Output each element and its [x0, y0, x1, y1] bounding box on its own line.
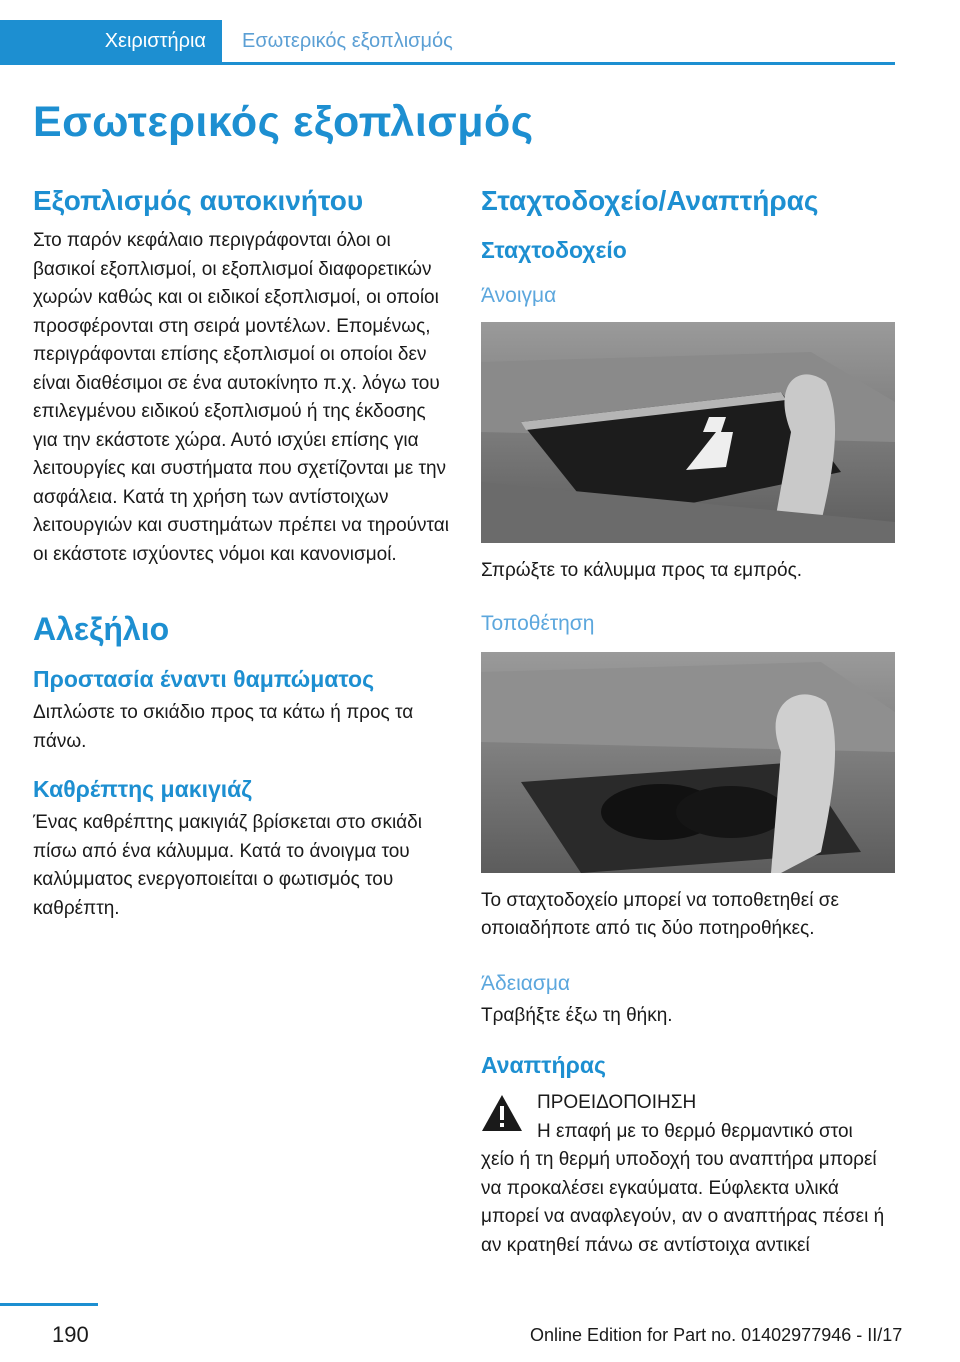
tab-interior-equipment[interactable]: Εσωτερικός εξοπλισμός: [242, 30, 453, 52]
ashtray-heading: Σταχτοδοχείο: [481, 237, 627, 263]
ashtray-lighter-heading: Σταχτοδοχείο/Αναπτήρας: [481, 185, 819, 216]
page-title: Εσωτερικός εξοπλισμός: [33, 98, 534, 146]
warning-text: χείο ή τη θερμή υποδοχή του αναπτήρα μπορεί να προκαλέσει εγκαύματα. Εύφλεκτα υλικά μπορεί να αναφλεγούν, αν ο αναπτήρας πέσει ή αν κρατηθεί πάνω σε αντίστοιχα αντικεί: [481, 1149, 885, 1256]
equipment-text: Στο παρόν κεφάλαιο περιγράφονται όλοι οι βασικοί εξοπλισμοί, οι εξοπλισμοί διαφορετικών χωρών καθώς και οι ειδικοί εξοπλισμοί, οι οποίοι προσφέρονται στη σειρά μοντέλων. Επομένως, περιγράφονται επίσης εξοπλισμοί οι οποίοι δεν είναι διαθέσιμοι σε ένα αυτοκίνητο π.χ. λόγω του επιλεγμένου ειδικού εξοπλισμού ή της έκδοσης για την εκάστοτε χώρα. Αυτό ισχύει επίσης για λειτουργίες και συστήματα που σχετίζονται με την ασφάλεια. Κατά τη χρήση των αντίστοιχων λειτουργιών και συστημάτων πρέπει να τηρούνται οι εκάστοτε ισχύοντες νόμοι και κανονισμοί.: [33, 230, 449, 565]
placement-text: Το σταχτοδοχείο μπορεί να τοποθετηθεί σε οποιαδήποτε από τις δύο ποτηροθήκες.: [481, 889, 839, 939]
right-column: [481, 185, 897, 1260]
opening-text: Σπρώξτε το κάλυμμα προς τα εμπρός.: [481, 560, 803, 581]
equipment-heading: Εξοπλισμός αυτοκινήτου: [33, 185, 364, 216]
glare-protection-heading: Προστασία έναντι θαμπώματος: [33, 666, 375, 692]
placement-heading: Τοποθέτηση: [481, 611, 595, 635]
opening-heading: Άνοιγμα: [481, 284, 557, 307]
footer-line: [0, 1303, 98, 1306]
left-column: [33, 185, 453, 923]
ashtray-placement-photo: [481, 652, 895, 873]
warning-triangle-icon: [481, 1093, 523, 1133]
sunvisor-heading: Αλεξήλιο: [33, 611, 170, 647]
vanity-mirror-text: Ένας καθρέπτης μακιγιάζ βρίσκεται στο σκιάδι πίσω από ένα κάλυμμα. Κατά το άνοιγμα του καλύμματος ενεργοποιείται ο φωτισμός του καθρέπτη.: [33, 812, 422, 919]
warning-text-first-line: Η επαφή με το θερμό θερμαντικό στοι: [537, 1120, 853, 1142]
page-number: 190: [52, 1322, 89, 1347]
header-bar: [0, 20, 895, 65]
vanity-mirror-heading: Καθρέπτης μακιγιάζ: [33, 776, 252, 802]
glare-protection-text: Διπλώστε το σκιάδιο προς τα κάτω ή προς τα πάνω.: [33, 702, 414, 752]
warning-block: [481, 1089, 897, 1260]
tab-controls[interactable]: Χειριστήρια: [0, 20, 222, 62]
ashtray-opening-photo: [481, 322, 895, 543]
emptying-heading: Άδειασμα: [481, 971, 571, 995]
emptying-text: Τραβήξτε έξω τη θήκη.: [481, 1004, 673, 1026]
edition-info: Online Edition for Part no. 01402977946 - II/17: [530, 1325, 903, 1345]
lighter-heading: Αναπτήρας: [481, 1052, 606, 1078]
warning-title: ΠΡΟΕΙΔΟΠΟΙΗΣΗ: [537, 1092, 697, 1113]
